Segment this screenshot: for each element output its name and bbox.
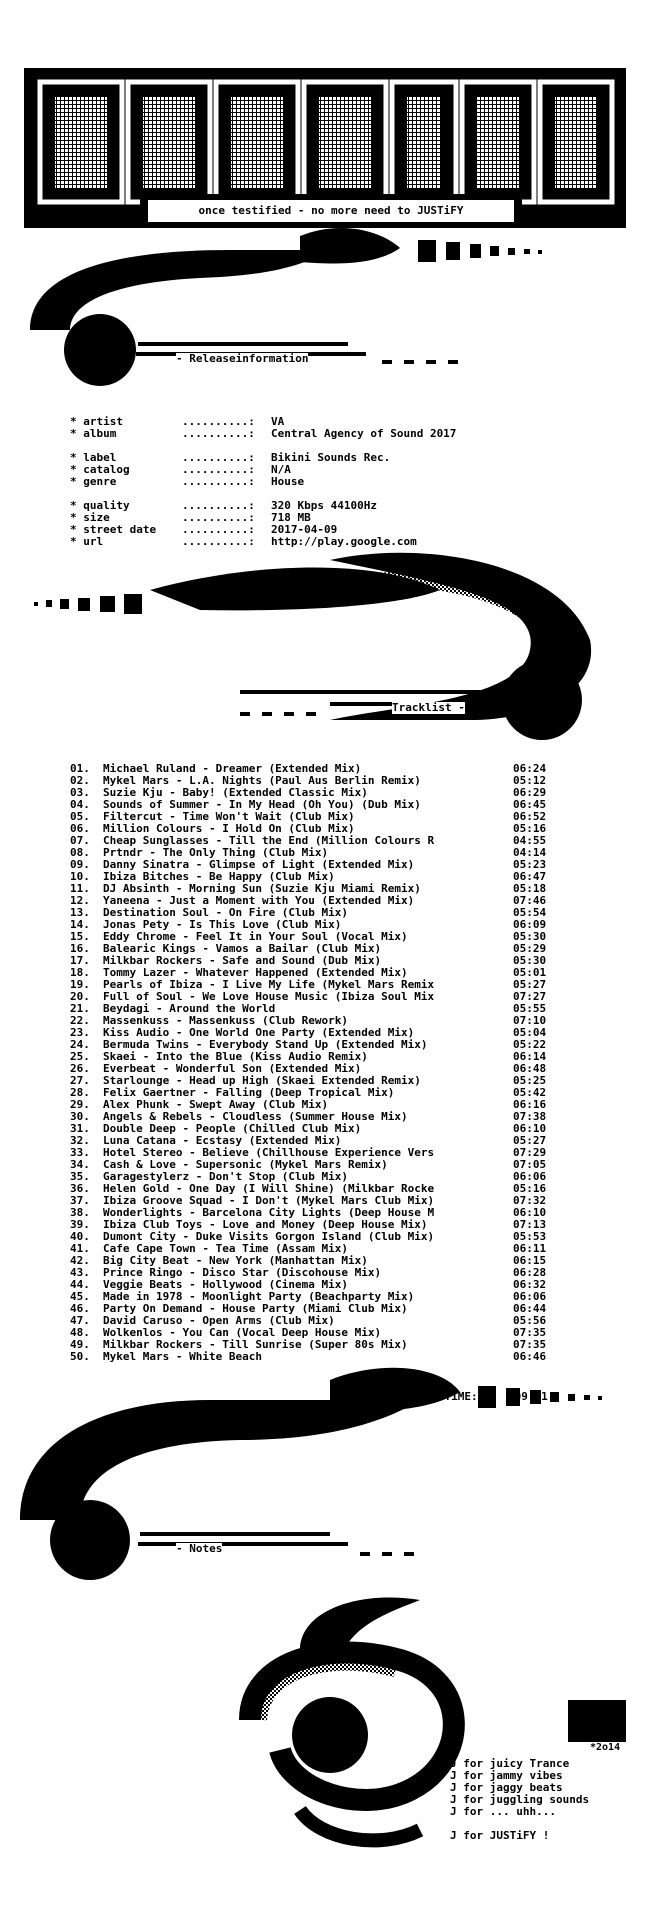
track-number: 03. bbox=[70, 786, 90, 799]
track-row bbox=[70, 1099, 570, 1111]
info-value: 718 MB bbox=[271, 511, 311, 524]
track-row bbox=[70, 943, 570, 955]
footer-line: J for jaggy beats bbox=[450, 1781, 563, 1794]
info-dots: ..........: bbox=[182, 499, 255, 512]
track-row bbox=[70, 1315, 570, 1327]
track-row bbox=[70, 1135, 570, 1147]
track-title: Angels & Rebels - Cloudless (Summer House Mix) bbox=[103, 1111, 408, 1123]
track-row bbox=[70, 1339, 570, 1351]
track-number: 41. bbox=[70, 1242, 90, 1255]
info-value: Bikini Sounds Rec. bbox=[271, 451, 391, 464]
info-row bbox=[70, 464, 540, 476]
info-label: * album bbox=[70, 427, 117, 440]
track-title: David Caruso - Open Arms (Club Mix) bbox=[103, 1315, 335, 1327]
track-number: 09. bbox=[70, 858, 90, 871]
yix-signature-art bbox=[568, 1700, 626, 1742]
track-duration: 05:22 bbox=[513, 1038, 547, 1051]
track-duration: 06:11 bbox=[513, 1242, 547, 1255]
track-title: Milkbar Rockers - Safe and Sound (Dub Mix) bbox=[103, 955, 382, 967]
track-number: 06. bbox=[70, 822, 90, 835]
info-label: * size bbox=[70, 511, 110, 524]
track-title: Starlounge - Head up High (Skaei Extended Remix) bbox=[103, 1075, 421, 1087]
track-row bbox=[70, 1015, 570, 1027]
track-title: Prtndr - The Only Thing (Club Mix) bbox=[103, 847, 329, 859]
track-title: Alex Phunk - Swept Away (Club Mix) bbox=[103, 1099, 329, 1111]
track-title: Helen Gold - One Day (I Will Shine) (Milkbar Rocke bbox=[103, 1183, 435, 1195]
track-title: Danny Sinatra - Glimpse of Light (Extended Mix) bbox=[103, 859, 415, 871]
track-number: 47. bbox=[70, 1314, 90, 1327]
track-duration: 06:29 bbox=[513, 786, 547, 799]
playtime-label: PLAYTiME: bbox=[418, 1390, 478, 1403]
track-duration: 05:53 bbox=[513, 1230, 547, 1243]
track-number: 44. bbox=[70, 1278, 90, 1291]
track-duration: 05:56 bbox=[513, 1314, 547, 1327]
track-row bbox=[70, 1303, 570, 1315]
track-duration: 06:48 bbox=[513, 1062, 547, 1075]
track-title: Destination Soul - On Fire (Club Mix) bbox=[103, 907, 349, 919]
info-dots: ..........: bbox=[182, 511, 255, 524]
track-number: 43. bbox=[70, 1266, 90, 1279]
track-number: 30. bbox=[70, 1110, 90, 1123]
track-row bbox=[70, 907, 570, 919]
track-row bbox=[70, 775, 570, 787]
track-title: Cheap Sunglasses - Till the End (Million Colours R bbox=[103, 835, 435, 847]
track-duration: 06:46 bbox=[513, 1350, 547, 1363]
track-number: 48. bbox=[70, 1326, 90, 1339]
info-dots: ..........: bbox=[182, 427, 255, 440]
info-dots: ..........: bbox=[182, 451, 255, 464]
track-duration: 05:54 bbox=[513, 906, 547, 919]
track-number: 42. bbox=[70, 1254, 90, 1267]
track-title: Wolkenlos - You Can (Vocal Deep House Mix) bbox=[103, 1327, 382, 1339]
track-row bbox=[70, 1207, 570, 1219]
track-duration: 07:38 bbox=[513, 1110, 547, 1123]
track-row bbox=[70, 1279, 570, 1291]
section-tracklist-title: Tracklist - bbox=[392, 701, 465, 714]
track-duration: 05:16 bbox=[513, 1182, 547, 1195]
track-row bbox=[70, 955, 570, 967]
track-number: 38. bbox=[70, 1206, 90, 1219]
track-title: Sounds of Summer - In My Head (Oh You) (Dub Mix) bbox=[103, 799, 421, 811]
track-number: 46. bbox=[70, 1302, 90, 1315]
track-number: 32. bbox=[70, 1134, 90, 1147]
track-row bbox=[70, 919, 570, 931]
track-title: Double Deep - People (Chilled Club Mix) bbox=[103, 1123, 362, 1135]
footer-line: J for juicy Trance bbox=[450, 1757, 570, 1770]
info-dots: ..........: bbox=[182, 415, 255, 428]
track-row bbox=[70, 991, 570, 1003]
track-row bbox=[70, 1231, 570, 1243]
track-number: 17. bbox=[70, 954, 90, 967]
track-duration: 06:24 bbox=[513, 762, 547, 775]
track-number: 50. bbox=[70, 1350, 90, 1363]
track-duration: 05:42 bbox=[513, 1086, 547, 1099]
signature-year: *2o14 bbox=[590, 1742, 621, 1753]
track-duration: 06:44 bbox=[513, 1302, 547, 1315]
track-duration: 07:05 bbox=[513, 1158, 547, 1171]
track-row bbox=[70, 1183, 570, 1195]
track-duration: 05:30 bbox=[513, 954, 547, 967]
track-duration: 06:09 bbox=[513, 918, 547, 931]
track-title: Ibiza Bitches - Be Happy (Club Mix) bbox=[103, 871, 335, 883]
track-title: Veggie Beats - Hollywood (Cinema Mix) bbox=[103, 1279, 349, 1291]
track-title: Pearls of Ibiza - I Live My Life (Mykel Mars Remix bbox=[103, 979, 435, 991]
track-number: 40. bbox=[70, 1230, 90, 1243]
track-number: 19. bbox=[70, 978, 90, 991]
track-title: Balearic Kings - Vamos a Bailar (Club Mix) bbox=[103, 943, 382, 955]
info-dots: ..........: bbox=[182, 463, 255, 476]
footer-swirl-art bbox=[250, 1597, 454, 1840]
track-number: 11. bbox=[70, 882, 90, 895]
track-title: Ibiza Groove Squad - I Don't (Mykel Mars Club Mix) bbox=[103, 1195, 435, 1207]
track-row bbox=[70, 1147, 570, 1159]
info-value: 2017-04-09 bbox=[271, 523, 338, 536]
section-notes-title: - Notes bbox=[176, 1542, 223, 1555]
track-number: 36. bbox=[70, 1182, 90, 1195]
track-title: Milkbar Rockers - Till Sunrise (Super 80s Mix) bbox=[103, 1339, 408, 1351]
track-row bbox=[70, 1063, 570, 1075]
track-row bbox=[70, 1219, 570, 1231]
track-title: Massenkuss - Massenkuss (Club Rework) bbox=[103, 1015, 349, 1027]
track-title: Cash & Love - Supersonic (Mykel Mars Remix) bbox=[103, 1159, 388, 1171]
track-row bbox=[70, 1087, 570, 1099]
track-title: Tommy Lazer - Whatever Happened (Extended Mix) bbox=[103, 967, 408, 979]
track-number: 16. bbox=[70, 942, 90, 955]
track-duration: 06:28 bbox=[513, 1266, 547, 1279]
info-row bbox=[70, 452, 540, 464]
track-duration: 06:10 bbox=[513, 1122, 547, 1135]
track-row bbox=[70, 931, 570, 943]
track-title: Yaneena - Just a Moment with You (Extended Mix) bbox=[103, 895, 415, 907]
track-duration: 05:27 bbox=[513, 978, 547, 991]
track-number: 12. bbox=[70, 894, 90, 907]
track-number: 21. bbox=[70, 1002, 90, 1015]
info-row bbox=[70, 536, 540, 548]
track-duration: 07:35 bbox=[513, 1338, 547, 1351]
track-duration: 07:29 bbox=[513, 1146, 547, 1159]
track-title: Prince Ringo - Disco Star (Discohouse Mix) bbox=[103, 1267, 382, 1279]
info-value: N/A bbox=[271, 463, 291, 476]
track-number: 05. bbox=[70, 810, 90, 823]
track-number: 13. bbox=[70, 906, 90, 919]
track-row bbox=[70, 1243, 570, 1255]
track-duration: 06:45 bbox=[513, 798, 547, 811]
track-title: Beydagi - Around the World bbox=[103, 1003, 276, 1015]
track-number: 45. bbox=[70, 1290, 90, 1303]
track-row bbox=[70, 847, 570, 859]
track-duration: 07:10 bbox=[513, 1014, 547, 1027]
track-number: 23. bbox=[70, 1026, 90, 1039]
track-title: Felix Gaertner - Falling (Deep Tropical Mix) bbox=[103, 1087, 395, 1099]
track-row bbox=[70, 1051, 570, 1063]
track-row bbox=[70, 1171, 570, 1183]
track-title: Mykel Mars - L.A. Nights (Paul Aus Berlin Remix) bbox=[103, 775, 421, 787]
track-row bbox=[70, 1159, 570, 1171]
track-duration: 05:12 bbox=[513, 774, 547, 787]
track-number: 25. bbox=[70, 1050, 90, 1063]
track-row bbox=[70, 1351, 570, 1363]
info-row bbox=[70, 476, 540, 488]
info-label: * url bbox=[70, 535, 104, 548]
track-number: 37. bbox=[70, 1194, 90, 1207]
track-row bbox=[70, 1111, 570, 1123]
track-title: Jonas Pety - Is This Love (Club Mix) bbox=[103, 919, 342, 931]
track-row bbox=[70, 1027, 570, 1039]
track-title: Party On Demand - House Party (Miami Club Mix) bbox=[103, 1303, 408, 1315]
info-dots: ..........: bbox=[182, 535, 255, 548]
track-title: Hotel Stereo - Believe (Chillhouse Experience Vers bbox=[103, 1147, 435, 1159]
track-row bbox=[70, 787, 570, 799]
track-duration: 05:27 bbox=[513, 1134, 547, 1147]
info-value: VA bbox=[271, 415, 285, 428]
track-duration: 07:32 bbox=[513, 1194, 547, 1207]
info-dots: ..........: bbox=[182, 475, 255, 488]
track-row bbox=[70, 1327, 570, 1339]
track-row bbox=[70, 883, 570, 895]
track-number: 28. bbox=[70, 1086, 90, 1099]
track-number: 26. bbox=[70, 1062, 90, 1075]
track-title: Dumont City - Duke Visits Gorgon Island (Club Mix) bbox=[103, 1231, 435, 1243]
track-title: Garagestylerz - Don't Stop (Club Mix) bbox=[103, 1171, 349, 1183]
info-value: Central Agency of Sound 2017 bbox=[271, 427, 457, 440]
info-label: * quality bbox=[70, 499, 130, 512]
track-duration: 07:13 bbox=[513, 1218, 547, 1231]
track-row bbox=[70, 1123, 570, 1135]
tracklist-swirl-art bbox=[34, 553, 591, 740]
track-title: Bermuda Twins - Everybody Stand Up (Extended Mix) bbox=[103, 1039, 428, 1051]
track-row bbox=[70, 871, 570, 883]
track-row bbox=[70, 1267, 570, 1279]
track-duration: 05:25 bbox=[513, 1074, 547, 1087]
track-number: 07. bbox=[70, 834, 90, 847]
footer-line: J for ... uhh... bbox=[450, 1805, 556, 1818]
track-title: Wonderlights - Barcelona City Lights (Deep House M bbox=[103, 1207, 435, 1219]
track-title: Made in 1978 - Moonlight Party (Beachparty Mix) bbox=[103, 1291, 415, 1303]
track-title: Michael Ruland - Dreamer (Extended Mix) bbox=[103, 763, 362, 775]
track-number: 20. bbox=[70, 990, 90, 1003]
track-number: 39. bbox=[70, 1218, 90, 1231]
track-duration: 06:10 bbox=[513, 1206, 547, 1219]
info-row bbox=[70, 428, 540, 440]
track-number: 33. bbox=[70, 1146, 90, 1159]
track-row bbox=[70, 799, 570, 811]
info-value: House bbox=[271, 475, 305, 488]
track-duration: 05:16 bbox=[513, 822, 547, 835]
track-duration: 06:47 bbox=[513, 870, 547, 883]
info-value: http://play.google.com bbox=[271, 535, 417, 548]
track-duration: 05:29 bbox=[513, 942, 547, 955]
track-row bbox=[70, 763, 570, 775]
footer-line: J for JUSTiFY ! bbox=[450, 1829, 550, 1842]
track-number: 02. bbox=[70, 774, 90, 787]
info-dots: ..........: bbox=[182, 523, 255, 536]
section-release-title: - Releaseinformation bbox=[176, 352, 309, 365]
track-title: Kiss Audio - One World One Party (Extended Mix) bbox=[103, 1027, 415, 1039]
track-row bbox=[70, 979, 570, 991]
track-row bbox=[70, 1075, 570, 1087]
track-row bbox=[70, 895, 570, 907]
track-row bbox=[70, 859, 570, 871]
track-number: 15. bbox=[70, 930, 90, 943]
track-duration: 07:46 bbox=[513, 894, 547, 907]
track-duration: 06:52 bbox=[513, 810, 547, 823]
track-title: Full of Soul - We Love House Music (Ibiza Soul Mix bbox=[103, 991, 435, 1003]
track-duration: 05:55 bbox=[513, 1002, 547, 1015]
track-title: Big City Beat - New York (Manhattan Mix) bbox=[103, 1255, 368, 1267]
track-row bbox=[70, 1039, 570, 1051]
track-duration: 04:55 bbox=[513, 834, 547, 847]
track-number: 34. bbox=[70, 1158, 90, 1171]
track-title: Everbeat - Wonderful Son (Extended Mix) bbox=[103, 1063, 362, 1075]
info-label: * label bbox=[70, 451, 117, 464]
track-number: 18. bbox=[70, 966, 90, 979]
track-duration: 07:27 bbox=[513, 990, 547, 1003]
track-title: Mykel Mars - White Beach bbox=[103, 1351, 262, 1363]
track-number: 24. bbox=[70, 1038, 90, 1051]
track-number: 35. bbox=[70, 1170, 90, 1183]
track-title: Ibiza Club Toys - Love and Money (Deep House Mix) bbox=[103, 1219, 428, 1231]
track-duration: 06:06 bbox=[513, 1290, 547, 1303]
track-number: 29. bbox=[70, 1098, 90, 1111]
track-row bbox=[70, 823, 570, 835]
track-duration: 05:30 bbox=[513, 930, 547, 943]
track-duration: 05:18 bbox=[513, 882, 547, 895]
track-title: Suzie Kju - Baby! (Extended Classic Mix) bbox=[103, 787, 368, 799]
track-row bbox=[70, 811, 570, 823]
info-label: * genre bbox=[70, 475, 117, 488]
slogan: once testified - no more need to JUSTiFY bbox=[150, 205, 512, 217]
track-duration: 05:04 bbox=[513, 1026, 547, 1039]
track-duration: 04:14 bbox=[513, 846, 547, 859]
track-duration: 06:16 bbox=[513, 1098, 547, 1111]
info-value: 320 Kbps 44100Hz bbox=[271, 499, 377, 512]
track-number: 27. bbox=[70, 1074, 90, 1087]
track-title: DJ Absinth - Morning Sun (Suzie Kju Miami Remix) bbox=[103, 883, 421, 895]
track-number: 04. bbox=[70, 798, 90, 811]
track-row bbox=[70, 1195, 570, 1207]
track-duration: 06:06 bbox=[513, 1170, 547, 1183]
track-title: Eddy Chrome - Feel It in Your Soul (Vocal Mix) bbox=[103, 931, 408, 943]
track-number: 01. bbox=[70, 762, 90, 775]
track-row bbox=[70, 967, 570, 979]
info-label: * artist bbox=[70, 415, 123, 428]
track-title: Luna Catana - Ecstasy (Extended Mix) bbox=[103, 1135, 342, 1147]
footer-line: J for jammy vibes bbox=[450, 1769, 563, 1782]
track-title: Million Colours - I Hold On (Club Mix) bbox=[103, 823, 355, 835]
track-duration: 06:14 bbox=[513, 1050, 547, 1063]
track-title: Filtercut - Time Won't Wait (Club Mix) bbox=[103, 811, 355, 823]
playtime-value: 309:51 bbox=[508, 1390, 548, 1403]
track-title: Skaei - Into the Blue (Kiss Audio Remix) bbox=[103, 1051, 368, 1063]
track-row bbox=[70, 1255, 570, 1267]
track-row bbox=[70, 1291, 570, 1303]
track-number: 14. bbox=[70, 918, 90, 931]
info-label: * catalog bbox=[70, 463, 130, 476]
track-number: 22. bbox=[70, 1014, 90, 1027]
track-number: 08. bbox=[70, 846, 90, 859]
track-duration: 06:15 bbox=[513, 1254, 547, 1267]
track-duration: 05:23 bbox=[513, 858, 547, 871]
track-number: 10. bbox=[70, 870, 90, 883]
track-duration: 06:32 bbox=[513, 1278, 547, 1291]
info-label: * street date bbox=[70, 523, 157, 536]
track-duration: 05:01 bbox=[513, 966, 547, 979]
track-row bbox=[70, 1003, 570, 1015]
track-duration: 07:35 bbox=[513, 1326, 547, 1339]
track-number: 31. bbox=[70, 1122, 90, 1135]
track-number: 49. bbox=[70, 1338, 90, 1351]
footer-line: J for juggling sounds bbox=[450, 1793, 590, 1806]
track-row bbox=[70, 835, 570, 847]
track-title: Cafe Cape Town - Tea Time (Assam Mix) bbox=[103, 1243, 349, 1255]
